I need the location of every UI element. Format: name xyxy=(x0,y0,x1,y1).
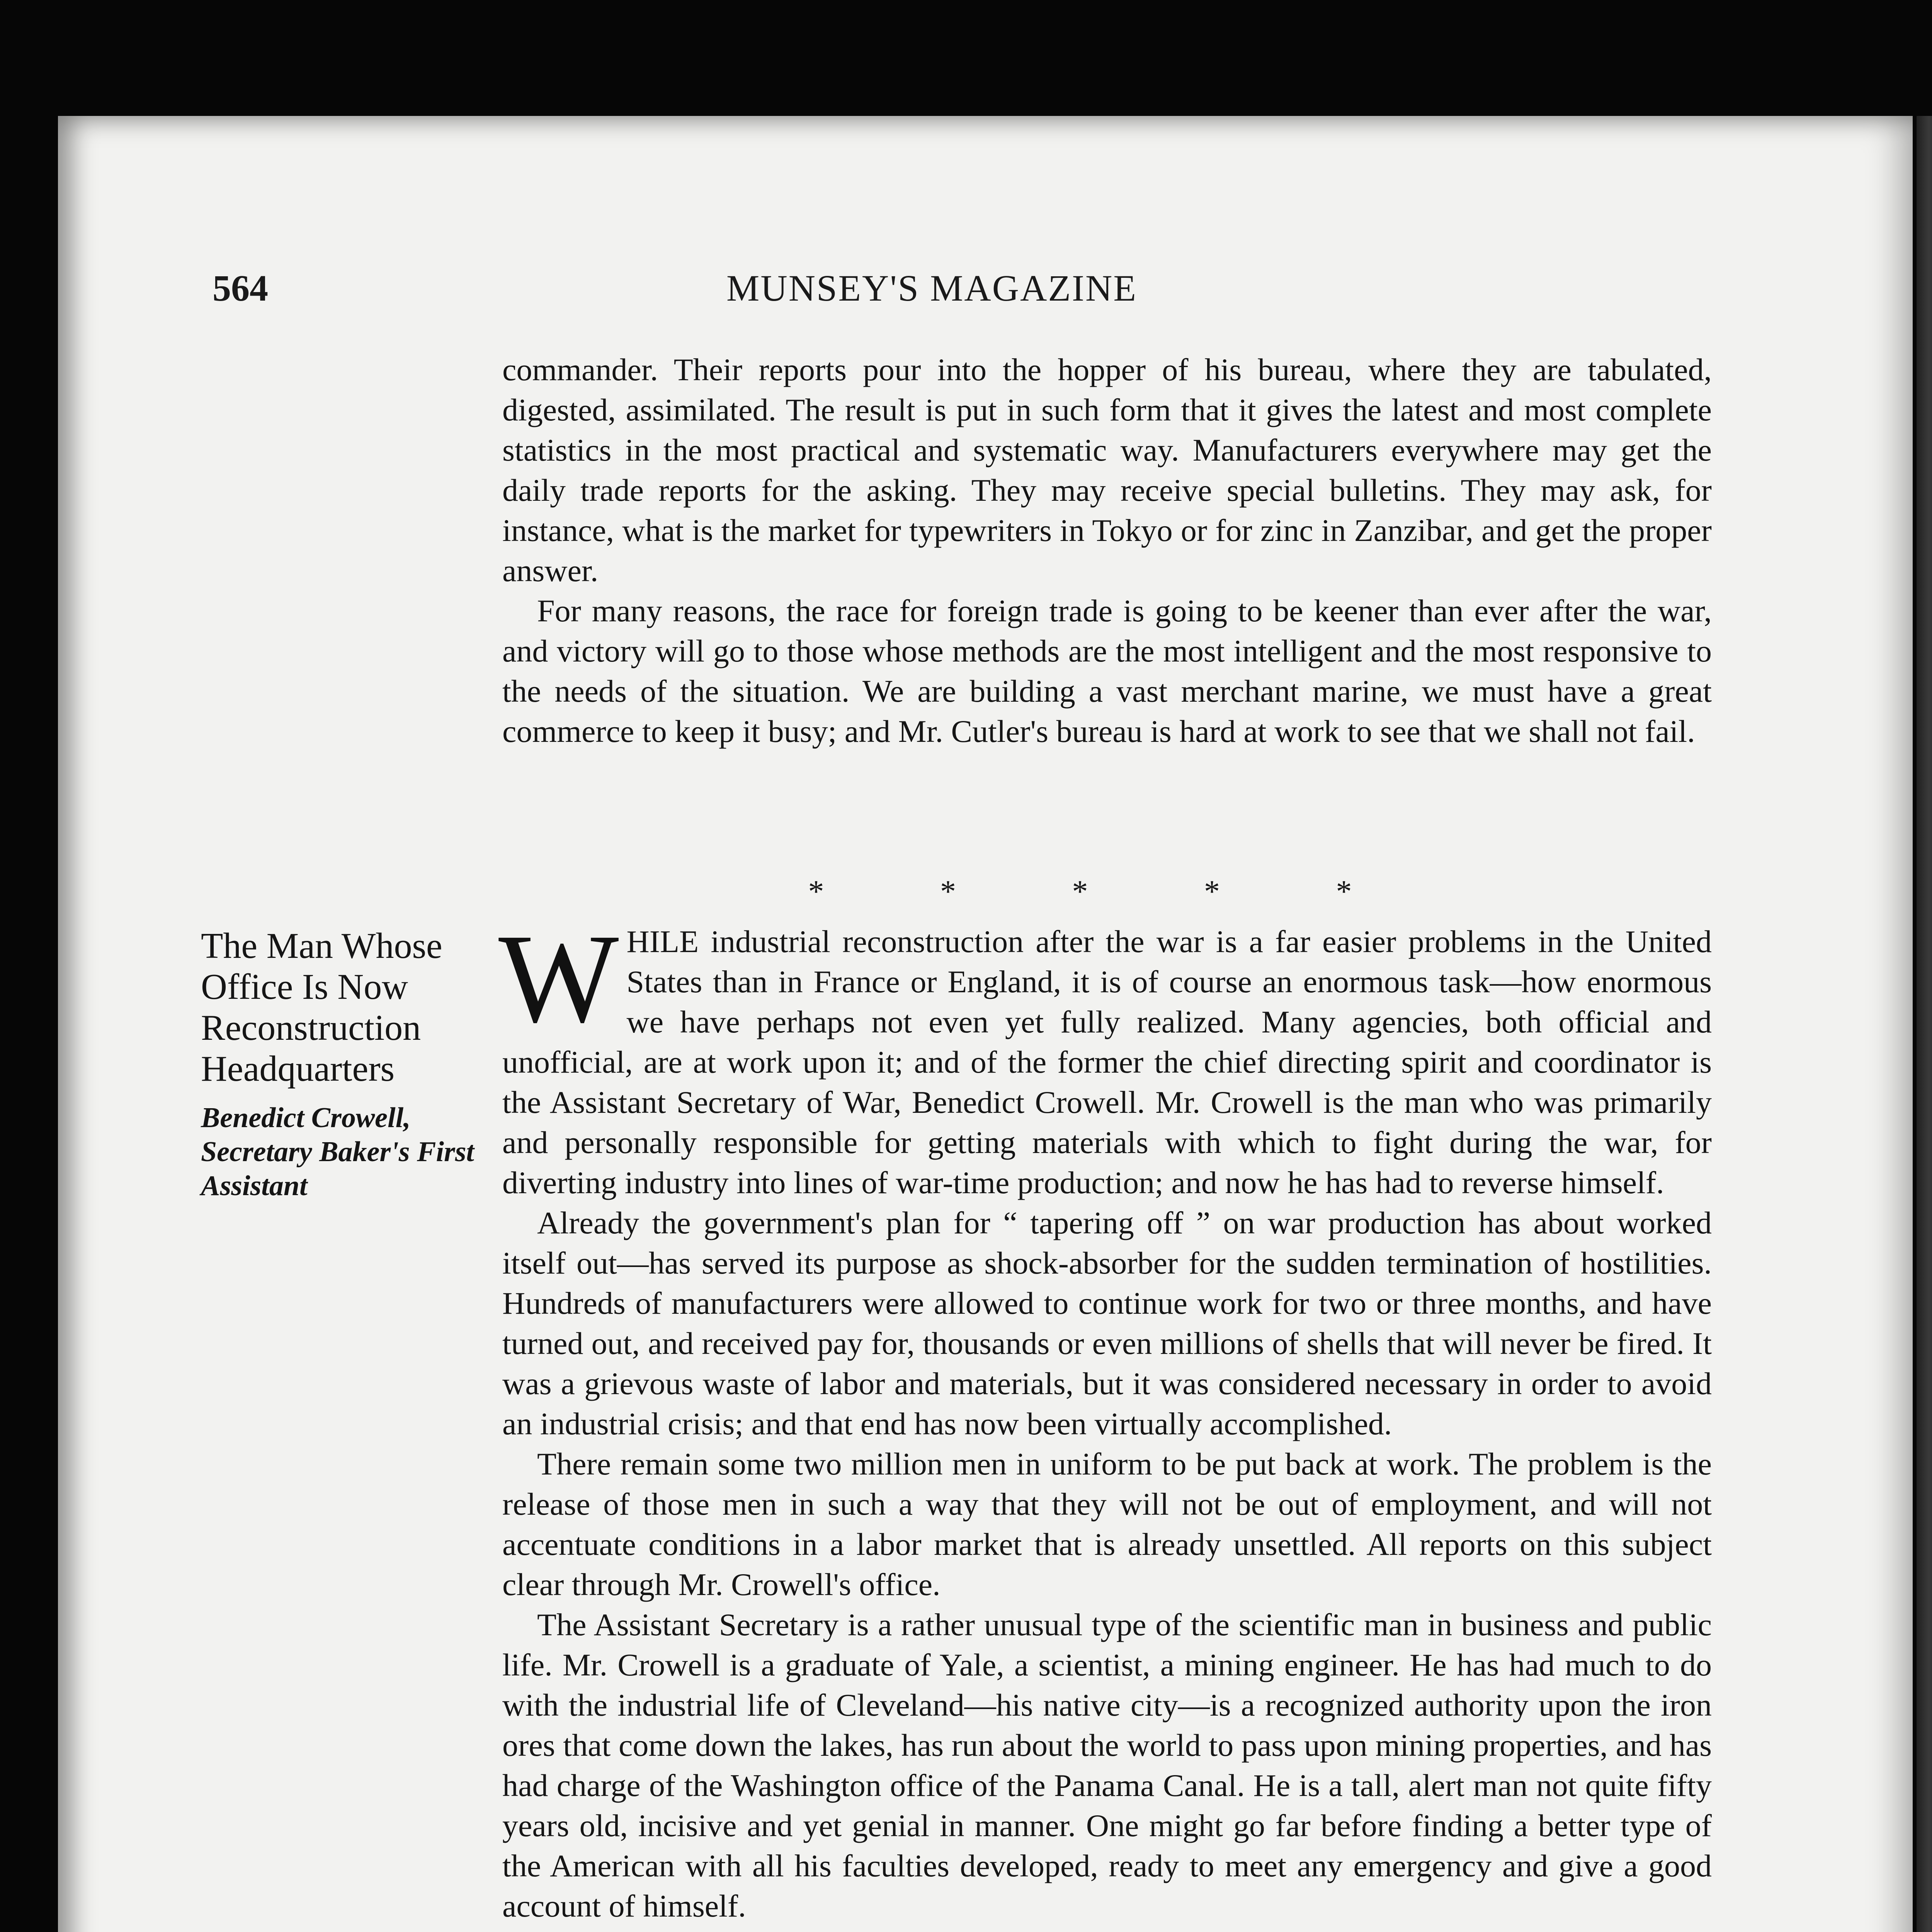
article-crowell xyxy=(498,908,1712,1926)
drop-cap: W xyxy=(498,908,619,1049)
paragraph: The Assistant Secretary is a rather unusual type of the scientific man in business and public life. Mr. Crowell is a graduate of Yale, a scientist, a mining engineer. He has had much to do with the industrial life of Cleveland—his native city—is a recognized authority upon the iron ores that come down the lakes, has run about the world to pass upon mining properties, and has had charge of the Washington office of the Panama Canal. He is a tall, alert man not quite fifty years old, incisive and yet genial in manner. One might go far before finding a better type of the American with all his faculties developed, ready to meet any emergency and give a good account of himself. xyxy=(502,1607,1712,1923)
book-spine xyxy=(1917,116,1932,1932)
paragraph: commander. Their reports pour into the hopper of his bureau, where they are tabulated, digested, assimilated. The result is put in such form that it gives the latest and most complete statistics in the most practical and systematic way. Manufacturers everywhere may get the daily trade reports for the asking. They may receive special bulletins. They may ask, for instance, what is the market for typewriters in Tokyo or for zinc in Zanzibar, and get the proper answer. xyxy=(502,352,1712,588)
paragraph-text: HILE industrial reconstruction after the war is a far easier problems in the United States than in France or England, it is of course an enormous task—how enormous we have perhaps not even yet fully realized. Many agencies, both official and unofficial, are at work upon it; and of the former the chief directing spirit and coordinator is the Assistant Secretary of War, Benedict Crowell. Mr. Crowell is the man who was primarily and personally responsible for getting materials with which to fight during the war, for diverting industry into lines of war-time production; and now he has had to reverse himself. xyxy=(502,924,1712,1200)
sidebar-heading-crowell xyxy=(201,925,495,1203)
paragraph: Already the government's plan for “ tapering off ” on war production has about worked itself out—has served its purpose as shock-absorber for the sudden termination of hostilities. Hundreds of manufacturers were allowed to continue work for two or three months, and have turned out, and received pay for, thousands or even millions of shells that will never be fired. It was a grievous waste of labor and materials, but it was considered necessary in order to avoid an industrial crisis; and that end has now been virtually accomplished. xyxy=(502,1205,1712,1441)
side-heading: The Man Whose Office Is Now Reconstruction Headquarters xyxy=(201,926,442,1089)
page-header xyxy=(213,267,1704,321)
paragraph: For many reasons, the race for foreign trade is going to be keener than ever after the war, and victory will go to those whose methods are the most intelligent and the most responsive to the needs of the situation. We are building a vast merchant marine, we must have a great commerce to keep it busy; and Mr. Cutler's bureau is hard at work to see that we shall not fail. xyxy=(502,593,1712,749)
page-number: 564 xyxy=(213,267,268,309)
running-head: MUNSEY'S MAGAZINE xyxy=(726,267,1137,309)
first-paragraph xyxy=(498,908,1712,1203)
article-continuation xyxy=(502,350,1712,752)
section-separator: * * * * * xyxy=(808,874,1406,909)
paragraph: There remain some two million men in uniform to be put back at work. The problem is the release of those men in such a way that they will not be out of employment, and will not accentuate conditions in a labor market that is already unsettled. All reports on this subject clear through Mr. Crowell's office. xyxy=(502,1446,1712,1602)
side-subheading: Benedict Crowell, Secretary Baker's First Assistant xyxy=(201,1102,474,1202)
